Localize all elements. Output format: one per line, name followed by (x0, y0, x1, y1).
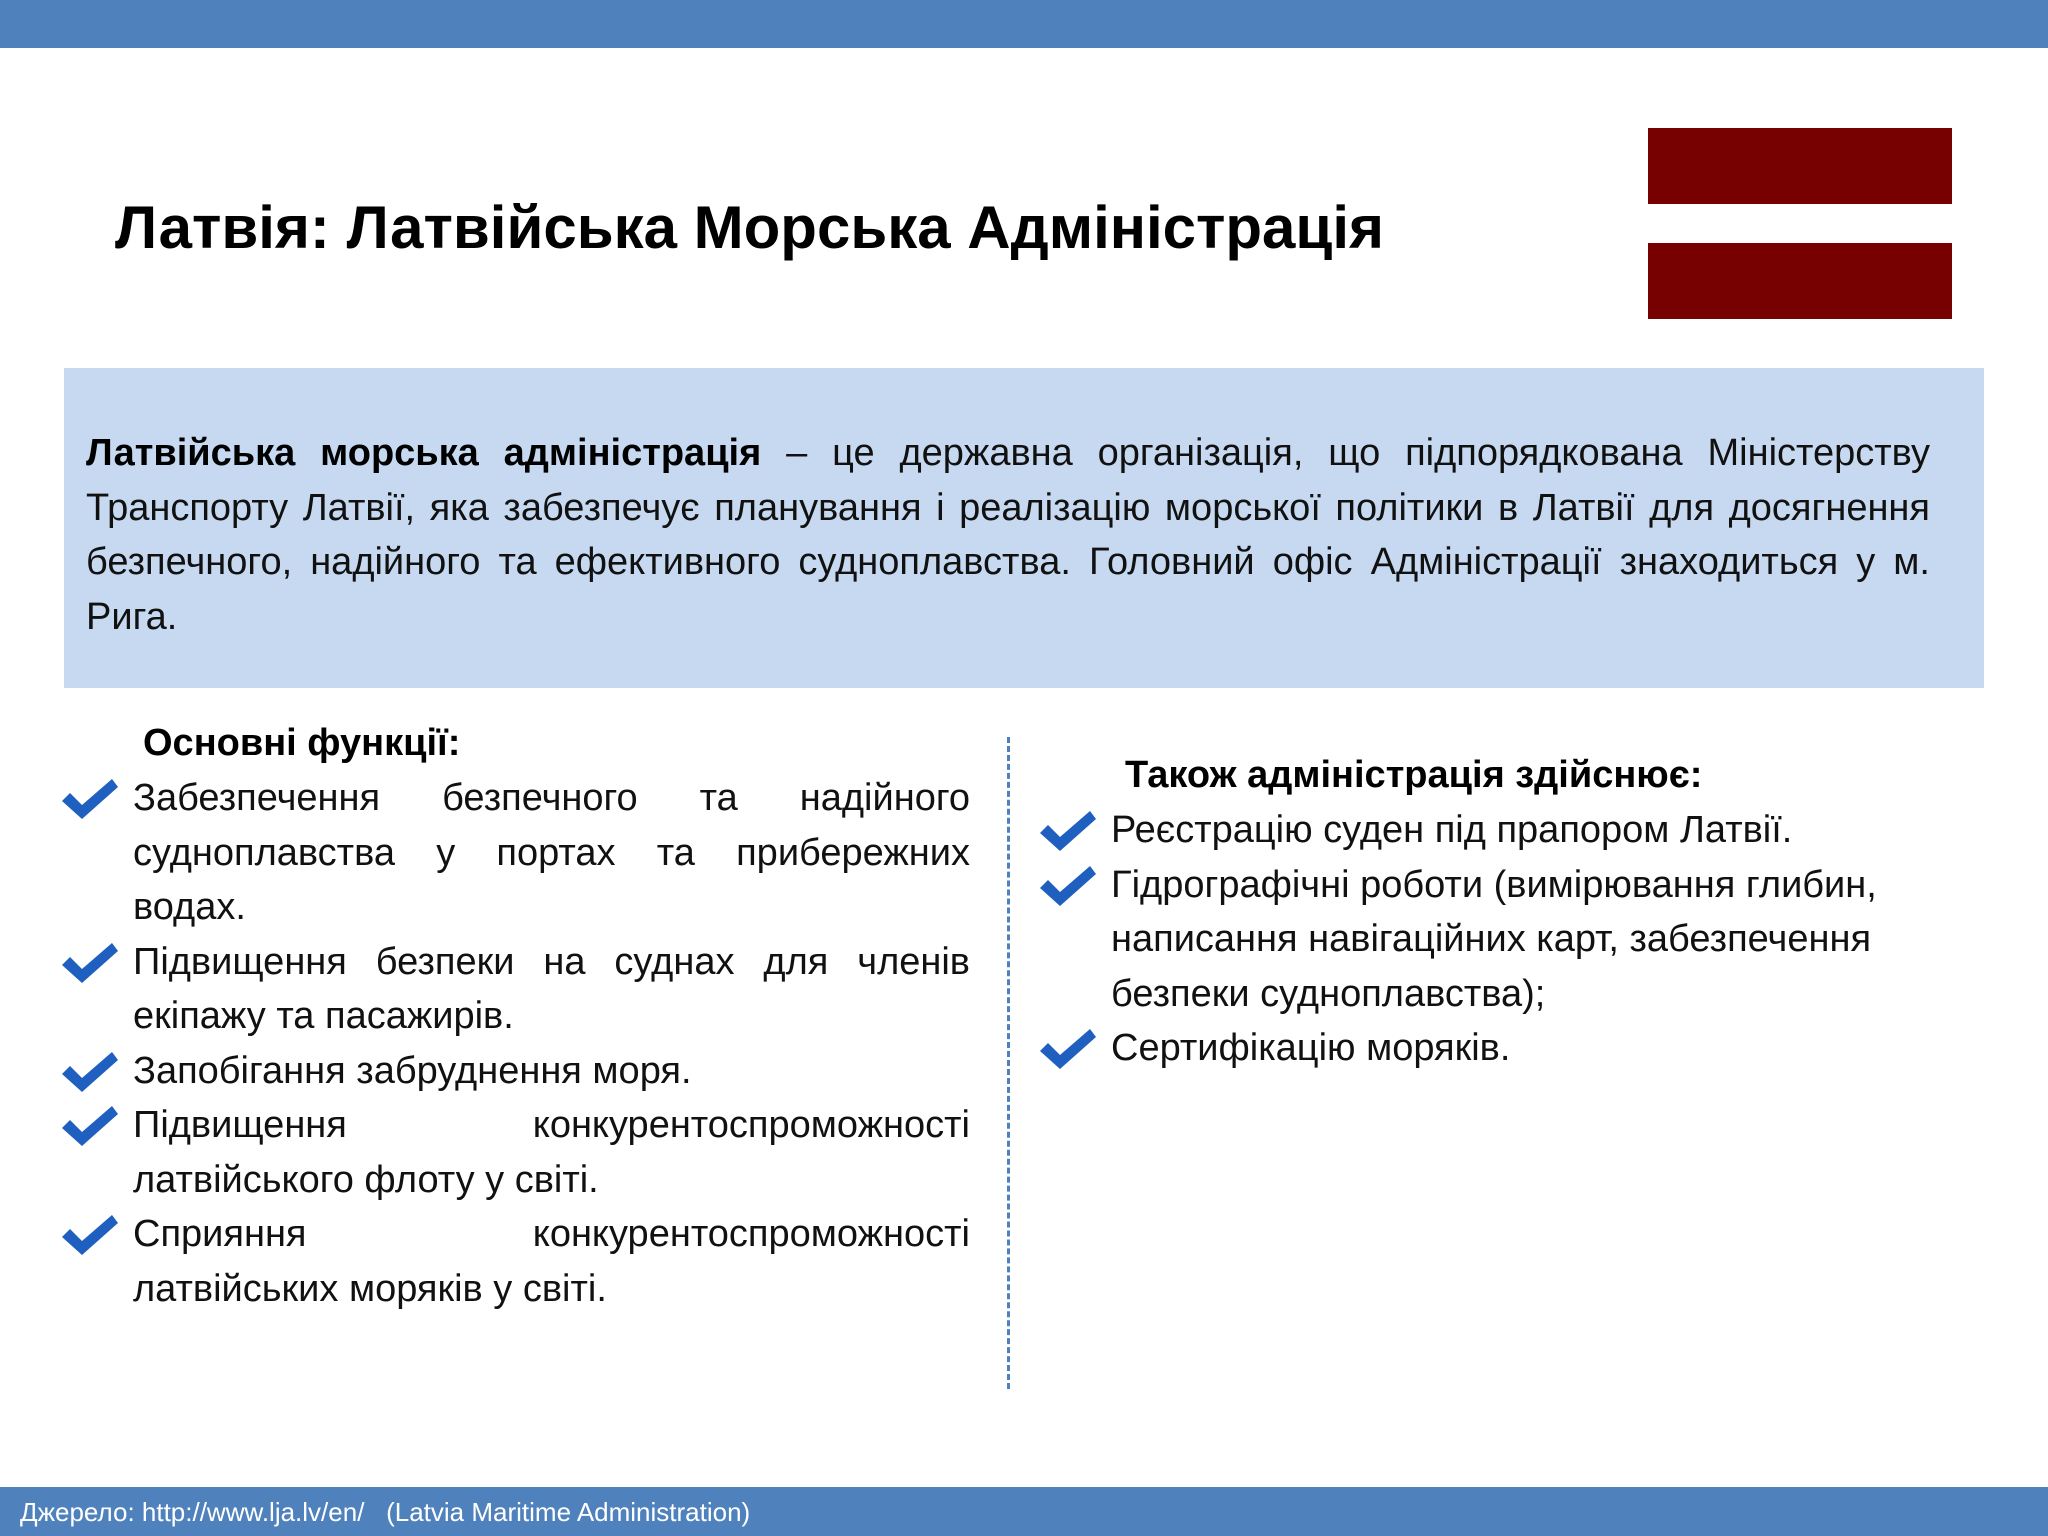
intro-paragraph (86, 426, 1930, 644)
function-item (58, 1098, 970, 1207)
function-item-text: Забезпечення безпечного та надійного судноплавства у портах та прибережних водах. (133, 777, 970, 928)
function-item (58, 1207, 970, 1316)
also-item-text: Реєстрацію суден під прапором Латвії. (1111, 809, 1793, 851)
checkmark-icon (58, 1048, 122, 1096)
checkmark-icon (58, 939, 122, 987)
also-item (1036, 1021, 1996, 1076)
function-item (58, 771, 970, 935)
flag-stripe-bottom (1648, 243, 1952, 319)
function-item-text: Підвищення конкурентоспроможності латвійського флоту у світі. (133, 1104, 970, 1201)
checkmark-icon (1036, 807, 1100, 855)
also-item (1036, 803, 1996, 858)
intro-bold-term: Латвійська морська адміністрація (86, 432, 762, 474)
function-item-text: Запобігання забруднення моря. (133, 1049, 692, 1092)
checkmark-icon (1036, 1025, 1100, 1073)
page-title: Латвія: Латвійська Морська Адміністрація (115, 194, 1384, 261)
function-item (58, 1044, 970, 1099)
latvia-flag-icon (1648, 128, 1952, 319)
functions-list (58, 771, 970, 1316)
flag-stripe-middle (1648, 204, 1952, 242)
function-item (58, 935, 970, 1044)
also-heading: Також адміністрація здійснює: (1125, 754, 1703, 796)
also-item-text: Сертифікацію моряків. (1111, 1027, 1511, 1069)
function-item-text: Підвищення безпеки на суднах для членів екіпажу та пасажирів. (133, 940, 970, 1037)
source-citation: Джерело: http://www.lja.lv/en/ (Latvia Maritime Administration) (20, 1497, 751, 1527)
column-divider (1007, 737, 1010, 1389)
function-item-text: Сприяння конкурентоспроможності латвійських моряків у світі. (133, 1213, 970, 1310)
flag-stripe-top (1648, 128, 1952, 204)
checkmark-icon (58, 775, 122, 823)
checkmark-icon (58, 1102, 122, 1150)
functions-heading: Основні функції: (143, 722, 461, 764)
checkmark-icon (1036, 862, 1100, 910)
also-list (1036, 803, 1996, 1076)
intro-body-text: – це державна організація, що підпорядкована Міністерству Транспорту Латвії, яка забезпечує планування і реалізацію морської політики в Латвії для досягнення безпечного, надійного та ефективного судноплавства. Головний офіс Адміністрації знаходиться у м. Рига. (86, 432, 1931, 638)
also-item-text: Гідрографічні роботи (вимірювання глибин, написання навігаційних карт, забезпечення безпеки судноплавства); (1111, 863, 1877, 1015)
also-item (1036, 858, 1996, 1022)
top-accent-bar (0, 0, 2048, 48)
checkmark-icon (58, 1211, 122, 1259)
